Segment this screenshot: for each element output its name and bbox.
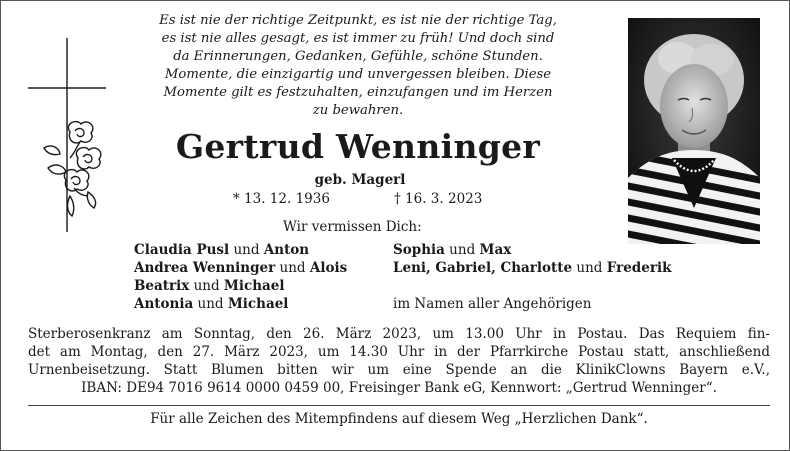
deceased-name: Gertrud Wenninger — [175, 127, 541, 166]
family-entry: Antonia und Michael — [134, 296, 289, 312]
mourners-intro: Wir vermissen Dich: — [283, 219, 422, 235]
cross-with-roses-icon — [0, 0, 130, 240]
family-right-column — [393, 241, 671, 277]
maiden-name: geb. Magerl — [314, 172, 406, 188]
poem-line: da Erinnerungen, Gedanken, Gefühle, schöne Stunden. — [173, 49, 543, 64]
poem-line: es ist nie alles gesagt, es ist immer zu früh! Und doch sind — [161, 31, 555, 46]
poem-line: Momente gilt es festzuhalten, einzufangen und im Herzen — [163, 85, 553, 100]
family-entry: Claudia Pusl und Anton — [134, 242, 310, 258]
family-entry: Beatrix und Michael — [134, 278, 285, 294]
portrait-photo — [628, 18, 760, 244]
on-behalf-text: im Namen aller Angehörigen — [393, 296, 592, 312]
thanks-text: Für alle Zeichen des Mitempfindens auf diesem Weg „Herzlichen Dank“. — [150, 411, 648, 427]
family-entry: Sophia und Max — [393, 242, 512, 258]
family-entry: Leni, Gabriel, Charlotte und Frederik — [393, 260, 672, 276]
memorial-poem — [128, 12, 588, 120]
poem-line: Es ist nie der richtige Zeitpunkt, es ist nie der richtige Tag, — [159, 13, 557, 28]
birth-date: * 13. 12. 1936 — [233, 191, 330, 207]
family-left-column — [134, 241, 347, 313]
divider — [28, 405, 770, 406]
details-line: Sterberosenkranz am Sonntag, den 26. März 2023, um 13.00 Uhr in Postau. Das Requiem fin- — [28, 326, 770, 342]
death-date: † 16. 3. 2023 — [394, 191, 483, 207]
details-line: IBAN: DE94 7016 9614 0000 0459 00, Freisinger Bank eG, Kennwort: „Gertrud Wenninger“. — [81, 380, 717, 396]
details-line: det am Montag, den 27. März 2023, um 14.30 Uhr in der Pfarrkirche Postau statt, anschließend — [28, 344, 770, 360]
funeral-details — [28, 325, 770, 397]
poem-line: Momente, die einzigartig und unvergessen bleiben. Diese — [164, 67, 552, 82]
family-entry: Andrea Wenninger und Alois — [134, 260, 348, 276]
details-line: Urnenbeisetzung. Statt Blumen bitten wir um eine Spende an die KlinikClowns Bayern e.V., — [28, 362, 770, 378]
poem-line: zu bewahren. — [312, 103, 404, 118]
